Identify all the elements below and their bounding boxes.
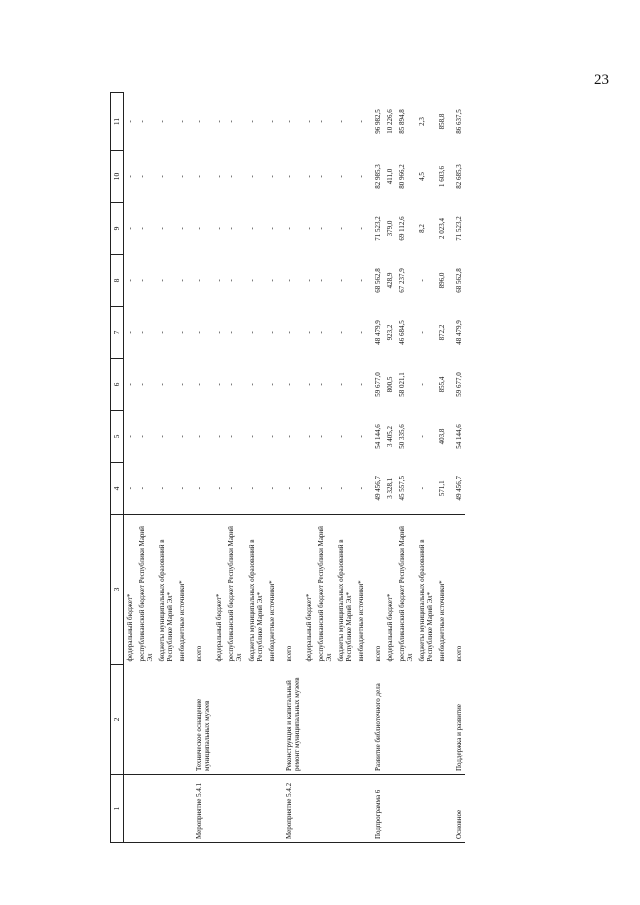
funding-source-cell: внебюджетные источники* — [176, 515, 188, 665]
value-cell-col-11: 85 894,8 — [398, 109, 407, 134]
value-cell-col-4: - — [126, 487, 134, 490]
value-cell-col-5: 54 144,6 — [455, 424, 464, 449]
program-code-cell — [156, 775, 176, 843]
value-cell-col-9: - — [304, 227, 313, 230]
value-cell-col-10: - — [284, 175, 293, 178]
value-cell-col-10: - — [138, 175, 147, 178]
value-cell-col-9: - — [284, 227, 293, 230]
funding-source-cell: федеральный бюджет* — [384, 515, 396, 665]
table-row — [246, 93, 266, 843]
value-cell-col-5: - — [126, 435, 134, 438]
program-code-cell: Подпрограмма 6 — [367, 775, 384, 843]
value-cell-col-8: - — [195, 279, 204, 282]
value-cell-col-8: - — [126, 279, 134, 282]
program-code-cell — [436, 775, 448, 843]
program-code-cell — [136, 775, 156, 843]
program-code-cell — [303, 775, 315, 843]
value-cell-col-9: - — [215, 227, 224, 230]
program-name-cell — [315, 665, 335, 775]
value-cell-col-8: - — [178, 279, 187, 282]
table-row — [225, 93, 245, 843]
value-cell-col-7: - — [267, 331, 276, 334]
value-cell-col-10: 411,0 — [386, 168, 395, 185]
funding-source-cell: бюджеты муниципальных образований в Республике Марий Эл* — [156, 515, 176, 665]
table-row — [436, 93, 448, 843]
value-cell-col-5: - — [284, 435, 293, 438]
value-cell-col-5: - — [304, 435, 313, 438]
program-code-cell: Мероприятие 5.4.2 — [278, 775, 303, 843]
table-row — [278, 93, 303, 843]
value-cell-col-7: - — [195, 331, 204, 334]
table-row — [335, 93, 355, 843]
program-code-cell — [315, 775, 335, 843]
funding-source-cell: всего — [448, 515, 465, 665]
value-cell-col-6: - — [316, 383, 325, 386]
value-cell-col-8: 896,0 — [438, 272, 447, 289]
program-code-cell — [213, 775, 225, 843]
value-cell-col-10: 4,5 — [418, 172, 427, 181]
value-cell-col-7: - — [138, 331, 147, 334]
value-cell-col-6: 59 677,0 — [455, 372, 464, 397]
value-cell-col-8: - — [138, 279, 147, 282]
value-cell-col-6: 800,5 — [386, 376, 395, 393]
table-row — [448, 93, 465, 843]
funding-source-cell: внебюджетные источники* — [266, 515, 278, 665]
program-name-cell — [225, 665, 245, 775]
value-cell-col-5: - — [247, 435, 256, 438]
value-cell-col-5: - — [227, 435, 236, 438]
value-cell-col-8: - — [267, 279, 276, 282]
value-cell-col-11: - — [336, 120, 345, 123]
program-name-cell: Реконструкция и капитальный ремонт муниципальных музеев — [278, 665, 303, 775]
value-cell-col-5: - — [158, 435, 167, 438]
value-cell-col-7: - — [356, 331, 365, 334]
value-cell-col-11: - — [215, 120, 224, 123]
value-cell-col-9: - — [316, 227, 325, 230]
page-number: 23 — [594, 72, 609, 88]
program-code-cell — [355, 775, 367, 843]
value-cell-col-4: - — [138, 487, 147, 490]
program-name-cell — [303, 665, 315, 775]
program-name-cell: Техническое оснащение муниципальных музеев — [188, 665, 213, 775]
funding-source-cell: бюджеты муниципальных образований в Республике Марий Эл* — [246, 515, 266, 665]
value-cell-col-8: - — [418, 279, 427, 282]
table-row — [124, 93, 137, 843]
value-cell-col-6: - — [227, 383, 236, 386]
value-cell-col-7: - — [178, 331, 187, 334]
program-code-cell — [384, 775, 396, 843]
value-cell-col-7: 48 479,9 — [455, 320, 464, 345]
value-cell-col-10: 82 685,3 — [455, 164, 464, 189]
value-cell-col-10: - — [267, 175, 276, 178]
program-name-cell — [246, 665, 266, 775]
value-cell-col-7: - — [336, 331, 345, 334]
value-cell-col-6: - — [215, 383, 224, 386]
value-cell-col-8: - — [304, 279, 313, 282]
value-cell-col-9: - — [356, 227, 365, 230]
value-cell-col-9: - — [195, 227, 204, 230]
value-cell-col-7: 46 684,5 — [398, 320, 407, 345]
value-cell-col-6: - — [304, 383, 313, 386]
value-cell-col-10: - — [195, 175, 204, 178]
value-cell-col-6: - — [418, 383, 427, 386]
value-cell-col-5: 403,8 — [438, 428, 447, 445]
value-cell-col-4: - — [356, 487, 365, 490]
program-name-cell — [124, 665, 137, 775]
value-cell-col-11: - — [316, 120, 325, 123]
value-cell-col-6: - — [267, 383, 276, 386]
value-cell-col-5: - — [138, 435, 147, 438]
value-cell-col-10: 80 966,2 — [398, 164, 407, 189]
column-header-10: 10 — [111, 151, 124, 203]
value-cell-col-9: - — [247, 227, 256, 230]
funding-source-cell: республиканский бюджет Республики Марий Эл — [315, 515, 335, 665]
table-row — [188, 93, 213, 843]
program-code-cell — [176, 775, 188, 843]
value-cell-col-6: - — [356, 383, 365, 386]
funding-source-cell: бюджеты муниципальных образований в Республике Марий Эл* — [335, 515, 355, 665]
value-cell-col-7: - — [158, 331, 167, 334]
value-cell-col-9: 8,2 — [418, 224, 427, 233]
program-name-cell — [213, 665, 225, 775]
program-code-cell — [335, 775, 355, 843]
value-cell-col-4: 49 456,7 — [374, 476, 383, 501]
value-cell-col-6: - — [247, 383, 256, 386]
program-name-cell — [266, 665, 278, 775]
program-name-cell: Развитие библиотечного дела — [367, 665, 384, 775]
value-cell-col-10: - — [158, 175, 167, 178]
value-cell-col-5: - — [178, 435, 187, 438]
value-cell-col-11: - — [227, 120, 236, 123]
value-cell-col-4: - — [316, 487, 325, 490]
column-header-6: 6 — [111, 359, 124, 411]
value-cell-col-11: - — [247, 120, 256, 123]
value-cell-col-6: - — [195, 383, 204, 386]
value-cell-col-7: - — [126, 331, 134, 334]
value-cell-col-11: 2,3 — [418, 117, 427, 126]
column-header-8: 8 — [111, 255, 124, 307]
column-header-3: 3 — [111, 515, 124, 665]
value-cell-col-7: - — [247, 331, 256, 334]
value-cell-col-6: - — [336, 383, 345, 386]
budget-table — [110, 92, 465, 843]
funding-source-cell: внебюджетные источники* — [355, 515, 367, 665]
value-cell-col-7: - — [284, 331, 293, 334]
value-cell-col-9: 2 023,4 — [438, 218, 447, 239]
column-header-2: 2 — [111, 665, 124, 775]
value-cell-col-11: - — [284, 120, 293, 123]
funding-source-cell: республиканский бюджет Республики Марий Эл — [136, 515, 156, 665]
value-cell-col-5: 54 144,6 — [374, 424, 383, 449]
value-cell-col-4: - — [227, 487, 236, 490]
table-row — [213, 93, 225, 843]
value-cell-col-6: 59 677,0 — [374, 372, 383, 397]
value-cell-col-10: - — [215, 175, 224, 178]
funding-source-cell: всего — [367, 515, 384, 665]
value-cell-col-11: - — [126, 120, 134, 123]
value-cell-col-6: 855,4 — [438, 376, 447, 393]
value-cell-col-6: 58 021,1 — [398, 372, 407, 397]
program-code-cell — [416, 775, 436, 843]
value-cell-col-4: 45 557,5 — [398, 476, 407, 501]
table-row — [266, 93, 278, 843]
funding-source-cell: республиканский бюджет Республики Марий Эл — [225, 515, 245, 665]
column-header-11: 11 — [111, 93, 124, 151]
value-cell-col-10: - — [247, 175, 256, 178]
value-cell-col-9: 379,0 — [386, 220, 395, 237]
value-cell-col-11: - — [356, 120, 365, 123]
program-name-cell — [436, 665, 448, 775]
value-cell-col-10: - — [316, 175, 325, 178]
value-cell-col-8: 428,9 — [386, 272, 395, 289]
value-cell-col-11: 96 982,5 — [374, 109, 383, 134]
value-cell-col-10: 1 603,6 — [438, 166, 447, 187]
table-row — [315, 93, 335, 843]
value-cell-col-8: 67 237,9 — [398, 268, 407, 293]
value-cell-col-9: 69 112,6 — [398, 216, 407, 241]
value-cell-col-10: - — [126, 175, 134, 178]
program-name-cell — [355, 665, 367, 775]
value-cell-col-10: - — [304, 175, 313, 178]
funding-source-cell: республиканский бюджет Республики Марий Эл — [396, 515, 416, 665]
value-cell-col-5: - — [336, 435, 345, 438]
value-cell-col-4: - — [247, 487, 256, 490]
value-cell-col-4: - — [304, 487, 313, 490]
value-cell-col-8: - — [158, 279, 167, 282]
value-cell-col-9: - — [178, 227, 187, 230]
value-cell-col-8: - — [247, 279, 256, 282]
value-cell-col-5: - — [316, 435, 325, 438]
column-header-7: 7 — [111, 307, 124, 359]
value-cell-col-9: - — [227, 227, 236, 230]
table-row — [367, 93, 384, 843]
funding-source-cell: бюджеты муниципальных образований в Республике Марий Эл* — [416, 515, 436, 665]
value-cell-col-7: - — [418, 331, 427, 334]
value-cell-col-10: - — [227, 175, 236, 178]
column-header-5: 5 — [111, 411, 124, 463]
table-row — [156, 93, 176, 843]
value-cell-col-5: - — [418, 435, 427, 438]
value-cell-col-5: 3 405,2 — [386, 426, 395, 447]
program-code-cell: Мероприятие 5.4.1 — [188, 775, 213, 843]
value-cell-col-6: - — [158, 383, 167, 386]
value-cell-col-9: - — [158, 227, 167, 230]
program-name-cell — [384, 665, 396, 775]
value-cell-col-8: - — [356, 279, 365, 282]
program-code-cell — [396, 775, 416, 843]
value-cell-col-4: - — [267, 487, 276, 490]
value-cell-col-11: - — [178, 120, 187, 123]
value-cell-col-9: - — [336, 227, 345, 230]
program-name-cell — [416, 665, 436, 775]
value-cell-col-8: - — [284, 279, 293, 282]
value-cell-col-10: - — [356, 175, 365, 178]
program-code-cell — [266, 775, 278, 843]
value-cell-col-5: - — [215, 435, 224, 438]
value-cell-col-4: - — [336, 487, 345, 490]
value-cell-col-4: - — [284, 487, 293, 490]
value-cell-col-8: - — [336, 279, 345, 282]
program-name-cell — [136, 665, 156, 775]
table-row — [396, 93, 416, 843]
value-cell-col-7: - — [227, 331, 236, 334]
value-cell-col-7: 872,2 — [438, 324, 447, 341]
value-cell-col-8: 68 562,8 — [455, 268, 464, 293]
funding-source-cell: федеральный бюджет* — [303, 515, 315, 665]
table-header-row — [111, 93, 124, 843]
funding-source-cell: всего — [278, 515, 303, 665]
value-cell-col-4: 571,1 — [438, 480, 447, 497]
value-cell-col-4: - — [178, 487, 187, 490]
value-cell-col-8: - — [227, 279, 236, 282]
value-cell-col-9: 71 523,2 — [455, 216, 464, 241]
program-name-cell — [156, 665, 176, 775]
value-cell-col-6: - — [138, 383, 147, 386]
table-body — [124, 93, 466, 843]
value-cell-col-7: - — [215, 331, 224, 334]
value-cell-col-7: - — [304, 331, 313, 334]
value-cell-col-11: 858,8 — [438, 113, 447, 130]
value-cell-col-11: - — [267, 120, 276, 123]
value-cell-col-4: - — [418, 487, 427, 490]
value-cell-col-11: - — [138, 120, 147, 123]
value-cell-col-7: - — [316, 331, 325, 334]
value-cell-col-7: 923,2 — [386, 324, 395, 341]
table-row — [136, 93, 156, 843]
value-cell-col-4: 49 456,7 — [455, 476, 464, 501]
program-name-cell — [396, 665, 416, 775]
value-cell-col-8: - — [316, 279, 325, 282]
value-cell-col-4: - — [215, 487, 224, 490]
column-header-1: 1 — [111, 775, 124, 843]
value-cell-col-9: - — [138, 227, 147, 230]
value-cell-col-11: - — [158, 120, 167, 123]
value-cell-col-10: - — [336, 175, 345, 178]
program-code-cell — [246, 775, 266, 843]
value-cell-col-8: 68 562,8 — [374, 268, 383, 293]
value-cell-col-11: 10 226,6 — [386, 109, 395, 134]
funding-source-cell: всего — [188, 515, 213, 665]
value-cell-col-10: - — [178, 175, 187, 178]
table-row — [176, 93, 188, 843]
value-cell-col-4: 3 328,1 — [386, 477, 395, 499]
value-cell-col-11: - — [304, 120, 313, 123]
value-cell-col-5: - — [356, 435, 365, 438]
program-name-cell — [176, 665, 188, 775]
value-cell-col-5: 50 335,6 — [398, 424, 407, 449]
table-row — [355, 93, 367, 843]
program-code-cell — [225, 775, 245, 843]
program-name-cell — [335, 665, 355, 775]
value-cell-col-4: - — [158, 487, 167, 490]
value-cell-col-6: - — [178, 383, 187, 386]
value-cell-col-9: - — [267, 227, 276, 230]
value-cell-col-7: 48 479,9 — [374, 320, 383, 345]
rotated-table-wrapper — [110, 93, 550, 843]
value-cell-col-11: - — [195, 120, 204, 123]
table-row — [303, 93, 315, 843]
column-header-4: 4 — [111, 463, 124, 515]
value-cell-col-6: - — [126, 383, 134, 386]
funding-source-cell: федеральный бюджет* — [213, 515, 225, 665]
value-cell-col-6: - — [284, 383, 293, 386]
value-cell-col-8: - — [215, 279, 224, 282]
value-cell-col-5: - — [267, 435, 276, 438]
value-cell-col-9: - — [126, 227, 134, 230]
value-cell-col-4: - — [195, 487, 204, 490]
program-code-cell — [124, 775, 137, 843]
value-cell-col-10: 82 985,3 — [374, 164, 383, 189]
column-header-9: 9 — [111, 203, 124, 255]
value-cell-col-5: - — [195, 435, 204, 438]
program-name-cell: Поддержка и развитие — [448, 665, 465, 775]
table-row — [416, 93, 436, 843]
table-row — [384, 93, 396, 843]
program-code-cell: Основное — [448, 775, 465, 843]
value-cell-col-9: 71 523,2 — [374, 216, 383, 241]
value-cell-col-11: 86 637,5 — [455, 109, 464, 134]
funding-source-cell: внебюджетные источники* — [436, 515, 448, 665]
funding-source-cell: федеральный бюджет* — [124, 515, 137, 665]
